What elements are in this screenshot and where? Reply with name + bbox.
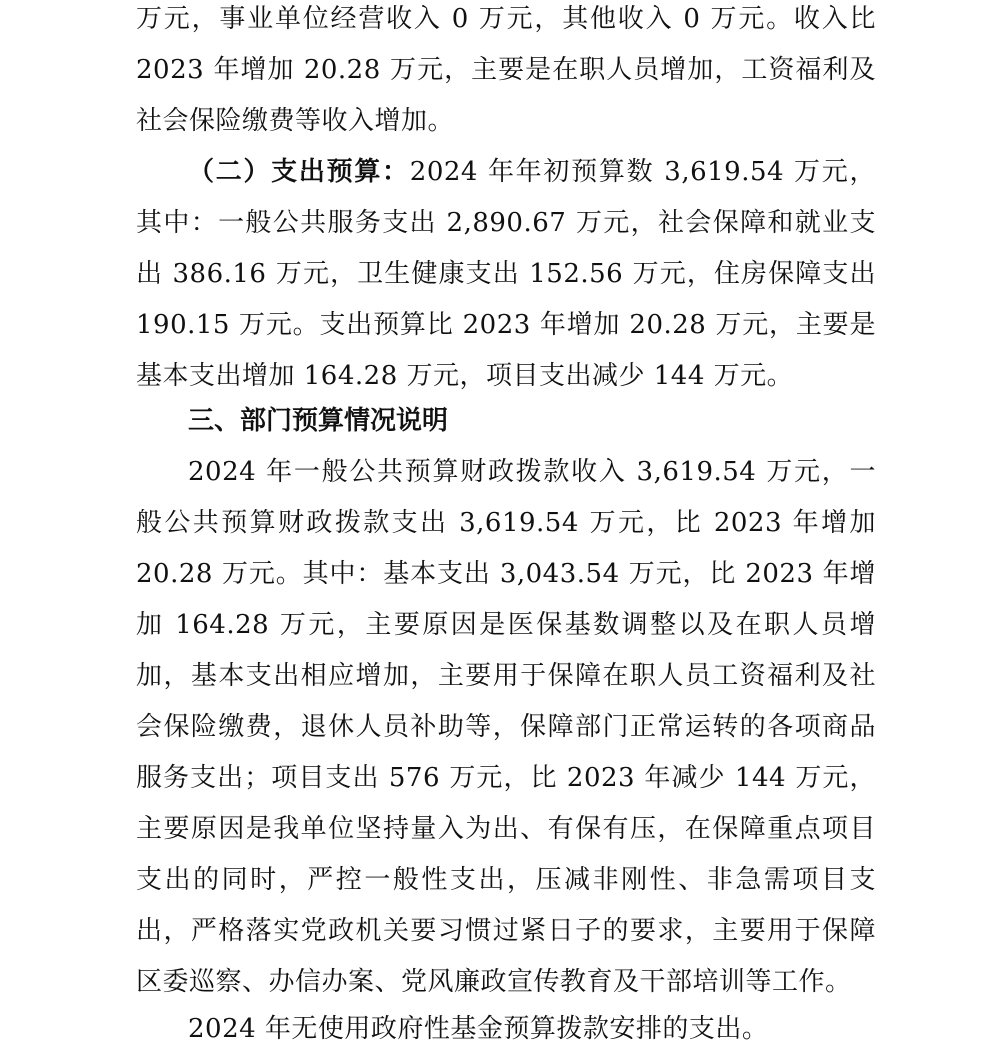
expenditure-budget-body: 2024 年年初预算数 3,619.54 万元，其中：一般公共服务支出 2,890.67 万元，社会保障和就业支出 386.16 万元，卫生健康支出 152.56 万元，住房保障支出 190.15 万元。支出预算比 2023 年增加 20.28 万元，主要是基本支出增加 164.28 万元，项目支出减少 144 万元。 <box>136 157 876 391</box>
department-budget-paragraph: 2024 年一般公共预算财政拨款收入 3,619.54 万元，一般公共预算财政拨款支出 3,619.54 万元，比 2023 年增加 20.28 万元。其中：基本支出 3,043.54 万元，比 2023 年增加 164.28 万元，主要原因是医保基数调整以及在职人员增加，基本支出相应增加，主要用于保障在职人员工资福利及社会保险缴费，退休人员补助等，保障部门正常运转的各项商品服务支出；项目支出 576 万元，比 2023 年减少 144 万元，主要原因是我单位坚持量入为出、有保有压，在保障重点项目支出的同时，严控一般性支出，压减非刚性、非急需项目支出，严格落实党政机关要习惯过紧日子的要求，主要用于保障区委巡察、办信办案、党风廉政宣传教育及干部培训等工作。 <box>136 457 876 997</box>
expenditure-budget-lead: （二）支出预算： <box>188 157 410 187</box>
income-summary-paragraph: 万元，事业单位经营收入 0 万元，其他收入 0 万元。收入比 2023 年增加 20.28 万元，主要是在职人员增加，工资福利及社会保险缴费等收入增加。 <box>136 4 876 136</box>
section-heading: 三、部门预算情况说明 <box>188 406 449 436</box>
government-fund-paragraph: 2024 年无使用政府性基金预算拨款安排的支出。 <box>188 1014 769 1044</box>
expenditure-budget-paragraph <box>136 147 876 402</box>
